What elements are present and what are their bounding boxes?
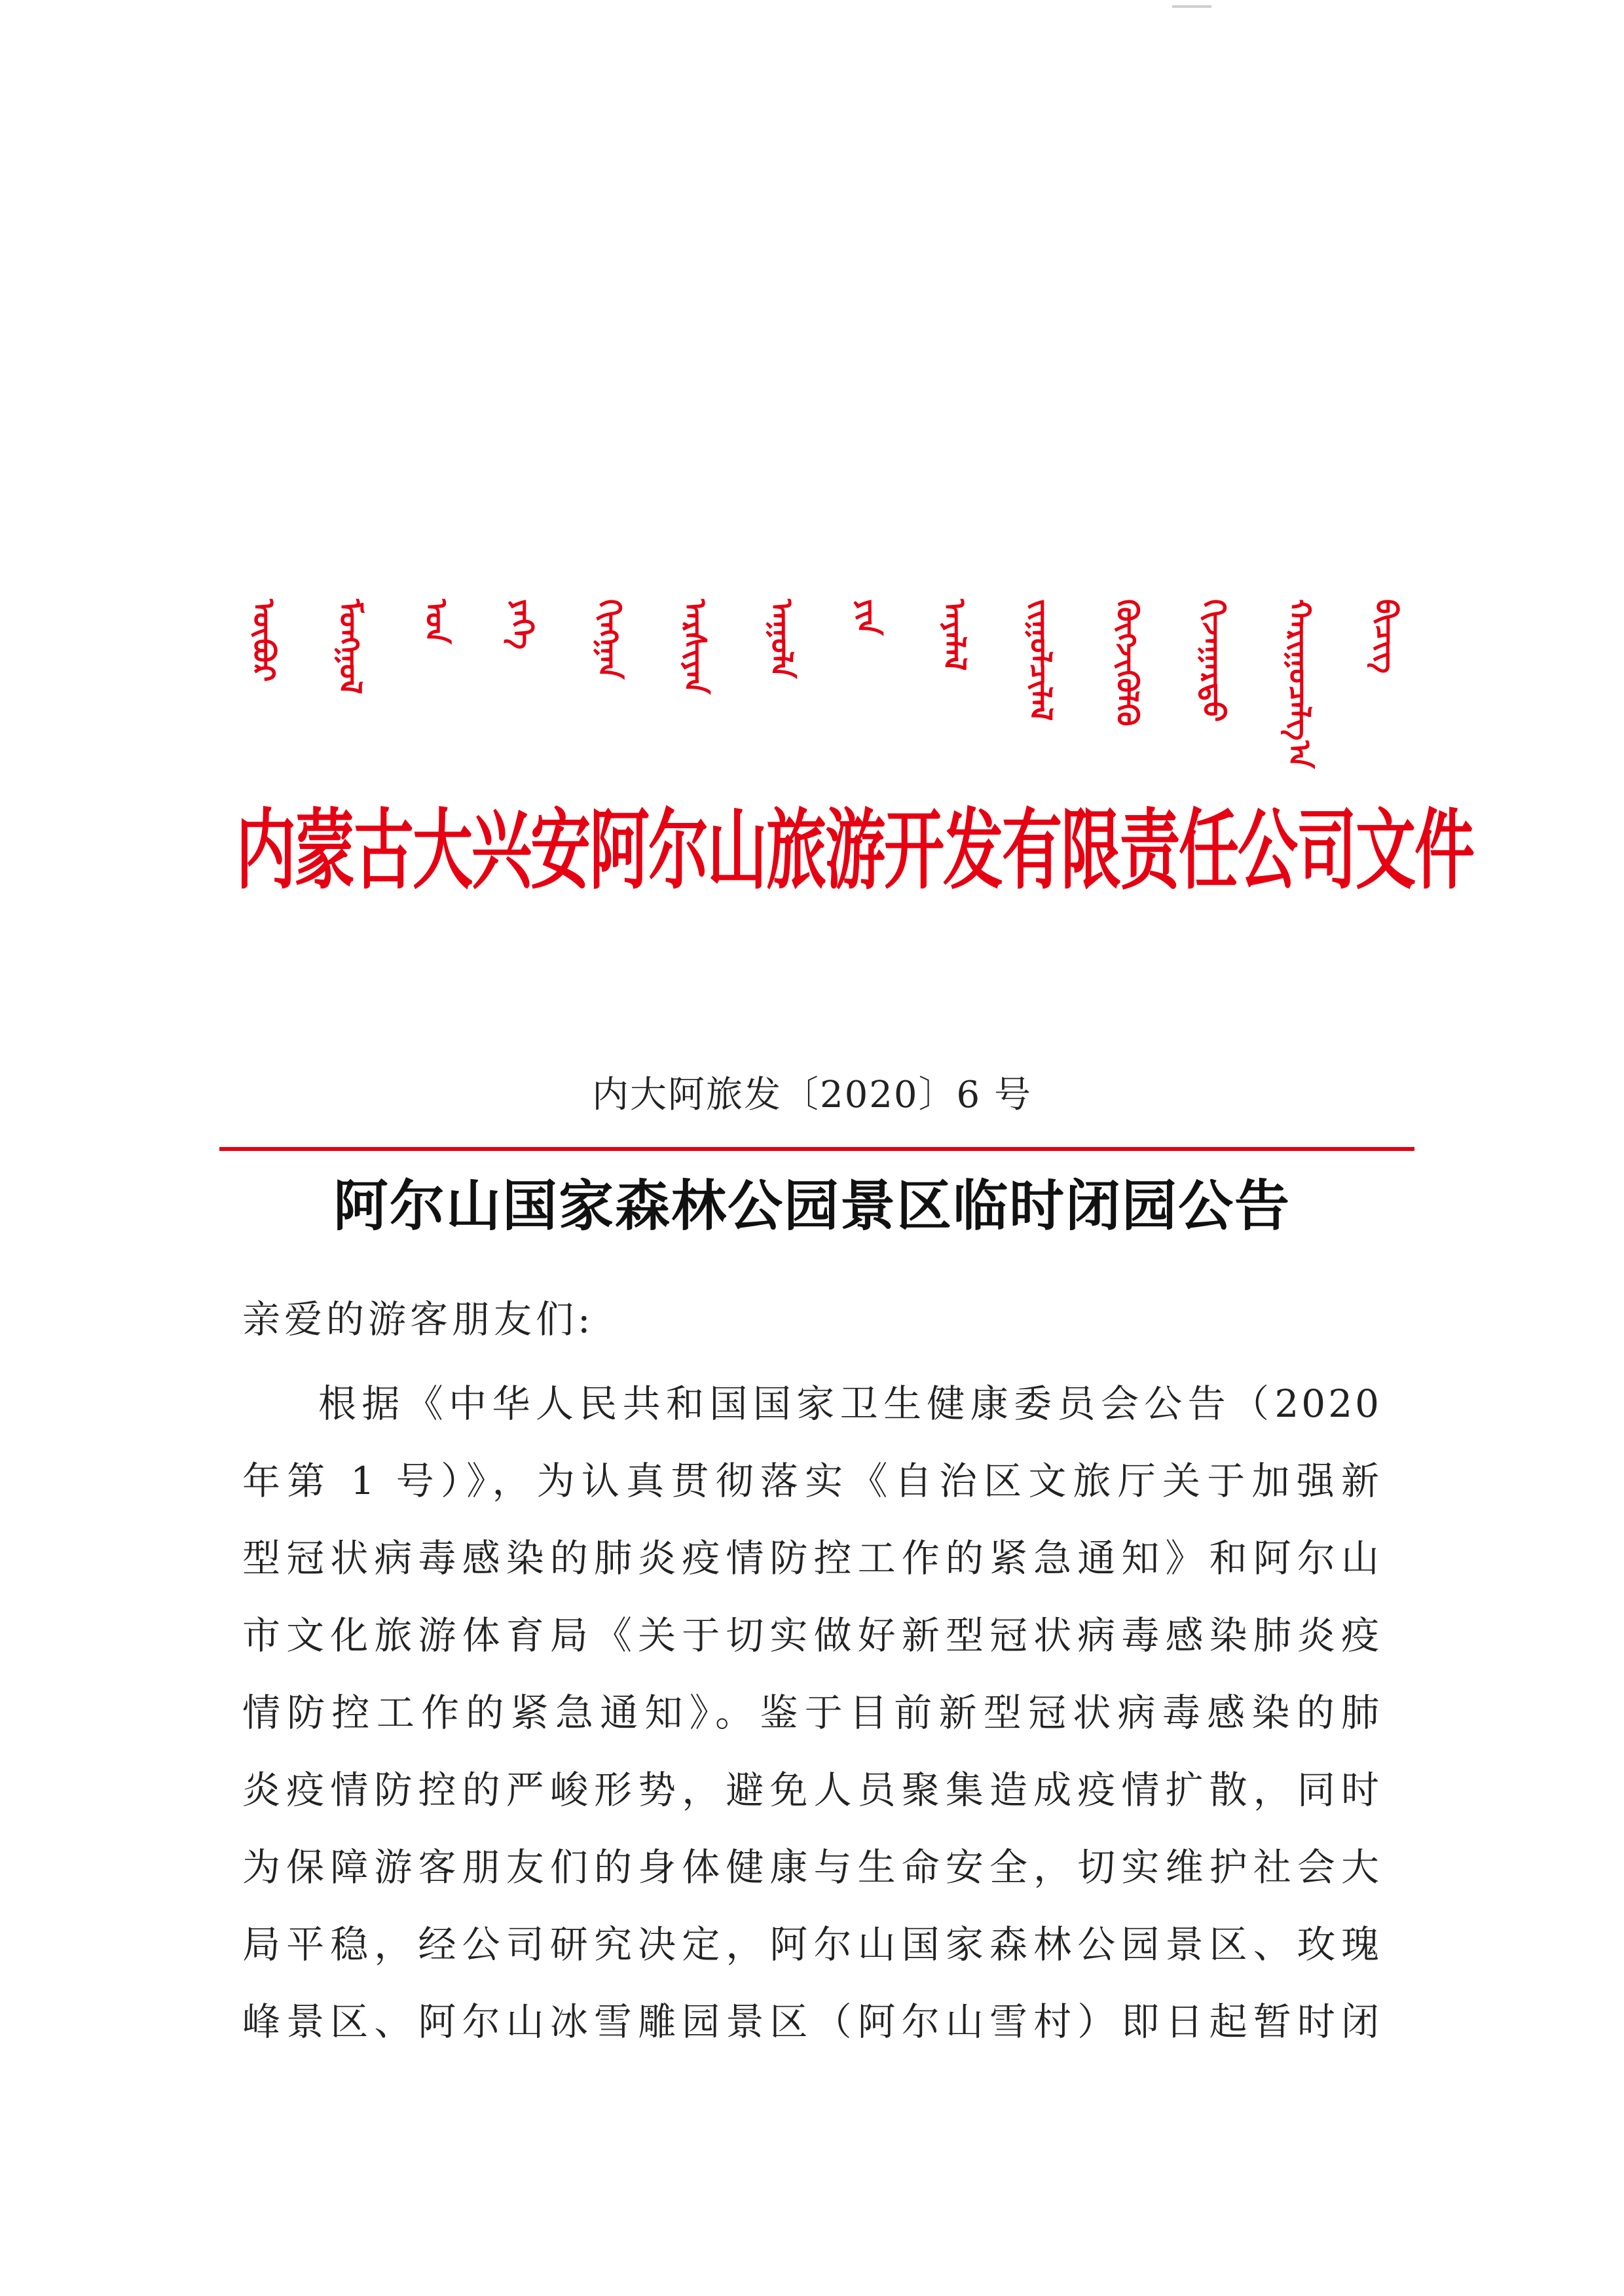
body-line: 为保障游客朋友们的身体健康与生命安全，切实维护社会大 [242, 1845, 1382, 1889]
document-title: 阿尔山国家森林公园景区临时闭园公告 [333, 1173, 1291, 1238]
body-line: 局平稳，经公司研究决定，阿尔山国家森林公园景区、玫瑰 [242, 1922, 1382, 1967]
masthead: 内蒙古大兴安阿尔山旅游开发有限责任公司文件 [236, 799, 1474, 902]
mongolian-word: ᠬᠢᠵᠠᠭᠠᠷᠲᠤ [1196, 599, 1232, 722]
doc-number: 内大阿旅发〔2020〕6 号 [592, 1074, 1032, 1116]
mongolian-word: ᠶᠡᠬᠡ [505, 599, 541, 650]
mongolian-word: ᠬᠢᠩᠭᠠᠨ [591, 599, 627, 680]
mongolian-word: ᠬᠠᠷᠢᠭᠤᠴᠠᠯᠭ᠎ᠠ [1282, 599, 1318, 769]
mongolian-word: ᠠᠶᠠᠯᠠᠯ [936, 599, 972, 671]
body-line: 型冠状病毒感染的肺炎疫情防控工作的紧急通知》和阿尔山 [242, 1536, 1382, 1580]
body-line: 根据《中华人民共和国国家卫生健康委员会公告（2020 [318, 1381, 1382, 1426]
mongolian-word: ᠠᠭᠤᠯᠠ [764, 599, 800, 679]
body-line: 炎疫情防控的严峻形势，避免人员聚集造成疫情扩散，同时 [242, 1768, 1382, 1812]
red-divider [219, 1147, 1414, 1151]
mongolian-word: ᠶᠢᠨ [850, 599, 886, 636]
mongolian-word: ᠦᠪᠦᠷ [246, 599, 282, 682]
mongolian-header [246, 599, 1404, 769]
body-paragraph [242, 1365, 1382, 2060]
salutation: 亲爱的游客朋友们: [242, 1297, 595, 1341]
mongolian-word: ᠬᠥᠭᠵᠢᠭᠦᠯᠬᠦ [1109, 599, 1145, 727]
mongolian-word: ᠠᠷᠰᠢᠶᠠᠨ [678, 599, 714, 695]
body-line: 市文化旅游体育局《关于切实做好新型冠状病毒感染肺炎疫 [242, 1613, 1382, 1658]
body-line: 情防控工作的紧急通知》。鉴于目前新型冠状病毒感染的肺 [242, 1690, 1382, 1735]
mongolian-word: ᠵᠢᠭᠤᠯᠴᠢᠯᠠᠯ [1023, 599, 1059, 721]
scan-mark [1172, 5, 1211, 8]
body-line: 峰景区、阿尔山冰雪雕园景区（阿尔山雪村）即日起暂时闭 [242, 1999, 1382, 2044]
mongolian-word: ᠤᠨ [418, 599, 454, 644]
body-line: 年第 1 号）》，为认真贯彻落实《自治区文旅厅关于加强新 [242, 1459, 1382, 1503]
mongolian-word: ᠪᠢᠴᠢᠭ [1368, 599, 1404, 674]
mongolian-word: ᠮᠣᠩᠭᠣᠯ [332, 599, 368, 695]
